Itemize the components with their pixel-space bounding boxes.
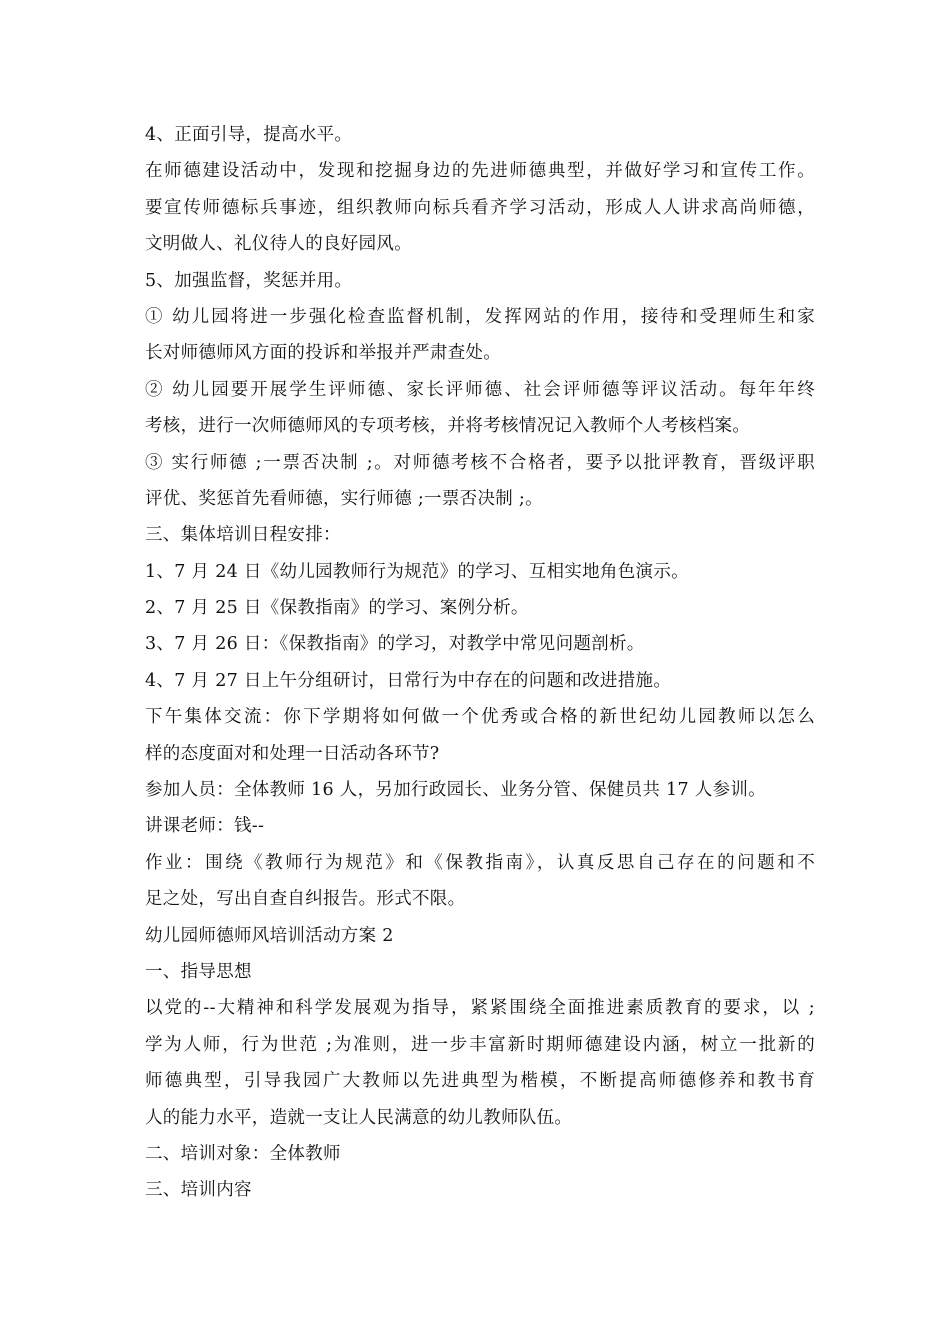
text-line: 以党的--大精神和科学发展观为指导，紧紧围绕全面推进素质教育的要求，以 ;: [145, 998, 815, 1019]
text-line: 人的能力水平，造就一支让人民满意的幼儿教师队伍。: [145, 1107, 573, 1128]
text-line: 作业：围绕《教师行为规范》和《保教指南》，认真反思自己存在的问题和不: [145, 852, 815, 873]
text-line: 师德典型，引导我园广大教师以先进典型为楷模，不断提高师德修养和教书育: [145, 1071, 815, 1092]
text-line: 长对师德师风方面的投诉和举报并严肃查处。: [145, 343, 501, 364]
text-line: 评优、奖惩首先看师德，实行师德 ;一票否决制 ;。: [145, 488, 543, 509]
document-body: [145, 117, 815, 1209]
text-line: ① 幼儿园将进一步强化检查监督机制，发挥网站的作用，接待和受理师生和家: [145, 306, 815, 327]
text-line: 3、7 月 26 日：《保教指南》的学习，对教学中常见问题剖析。: [145, 634, 645, 655]
text-line: 文明做人、礼仪待人的良好园风。: [145, 234, 412, 255]
text-line: 参加人员：全体教师 16 人，另加行政园长、业务分管、保健员共 17 人参训。: [145, 780, 766, 801]
text-line: 一、指导思想: [145, 961, 252, 982]
text-line: 考核，进行一次师德师风的专项考核，并将考核情况记入教师个人考核档案。: [145, 416, 751, 437]
text-line: 三、培训内容: [145, 1180, 252, 1201]
text-line: 样的态度面对和处理一日活动各环节?: [145, 743, 440, 764]
text-line: 要宣传师德标兵事迹，组织教师向标兵看齐学习活动，形成人人讲求高尚师德，: [145, 197, 815, 218]
text-line: ③ 实行师德 ;一票否决制 ;。对师德考核不合格者，要予以批评教育，晋级评职: [145, 452, 815, 473]
text-line: 5、加强监督，奖惩并用。: [145, 270, 353, 291]
text-line: 4、正面引导，提高水平。: [145, 125, 353, 145]
text-line: 足之处，写出自查自纠报告。形式不限。: [145, 889, 466, 910]
text-line: 4、7 月 27 日上午分组研讨，日常行为中存在的问题和改进措施。: [145, 670, 672, 691]
text-line: 2、7 月 25 日《保教指南》的学习、案例分析。: [145, 598, 529, 619]
text-line: 三、集体培训日程安排：: [145, 525, 341, 546]
text-line: 幼儿园师德师风培训活动方案 2: [145, 925, 394, 946]
text-line: 在师德建设活动中，发现和挖掘身边的先进师德典型，并做好学习和宣传工作。: [145, 161, 815, 182]
text-line: 下午集体交流：你下学期将如何做一个优秀或合格的新世纪幼儿园教师以怎么: [145, 707, 815, 728]
text-line: 二、培训对象：全体教师: [145, 1143, 341, 1164]
text-line: 1、7 月 24 日《幼儿园教师行为规范》的学习、互相实地角色演示。: [145, 561, 689, 582]
text-line: ② 幼儿园要开展学生评师德、家长评师德、社会评师德等评议活动。每年年终: [145, 379, 815, 400]
text-line: 学为人师，行为世范 ;为准则，进一步丰富新时期师德建设内涵，树立一批新的: [145, 1034, 815, 1055]
text-line: 讲课老师：钱--: [145, 816, 265, 837]
